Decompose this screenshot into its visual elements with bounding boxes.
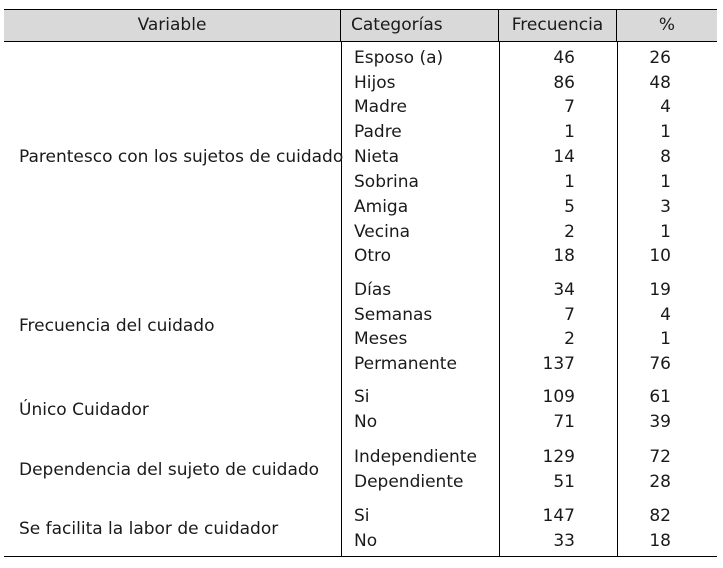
table-row <box>4 145 717 169</box>
table-row <box>4 95 717 119</box>
category-cell: Hijos <box>354 73 396 93</box>
category-cell: Amiga <box>354 197 409 217</box>
category-cell: Esposo (a) <box>354 48 444 68</box>
category-cell: Semanas <box>354 305 433 325</box>
percent-cell: 10 <box>649 246 671 266</box>
percent-cell: 28 <box>649 472 671 492</box>
category-cell: No <box>354 412 378 432</box>
table-row <box>4 170 717 194</box>
table-body <box>4 42 717 557</box>
header-frecuencia: Frecuencia <box>499 10 617 41</box>
table-row <box>4 410 717 434</box>
category-cell: Sobrina <box>354 172 419 192</box>
table-row <box>4 278 717 302</box>
category-cell: Si <box>354 506 370 526</box>
frequency-cell: 137 <box>542 354 575 374</box>
table-row <box>4 470 717 494</box>
category-cell: Permanente <box>354 354 457 374</box>
category-cell: Padre <box>354 122 402 142</box>
data-table <box>4 9 717 557</box>
category-cell: Si <box>354 387 370 407</box>
category-cell: Otro <box>354 246 392 266</box>
variable-label: Parentesco con los sujetos de cuidado <box>19 147 344 167</box>
category-cell: Nieta <box>354 147 399 167</box>
table-row <box>4 385 717 409</box>
frequency-cell: 18 <box>553 246 575 266</box>
percent-cell: 1 <box>660 122 671 142</box>
category-cell: Meses <box>354 329 408 349</box>
header-categorias: Categorías <box>341 10 499 41</box>
variable-label: Dependencia del sujeto de cuidado <box>19 460 320 480</box>
frequency-cell: 109 <box>542 387 575 407</box>
table-row <box>4 303 717 327</box>
frequency-cell: 34 <box>553 280 575 300</box>
percent-cell: 72 <box>649 447 671 467</box>
table-row <box>4 529 717 553</box>
frequency-cell: 147 <box>542 506 575 526</box>
frequency-cell: 129 <box>542 447 575 467</box>
table-row <box>4 327 717 351</box>
table-row <box>4 352 717 376</box>
category-cell: Días <box>354 280 392 300</box>
frequency-cell: 2 <box>564 329 575 349</box>
table-row <box>4 244 717 268</box>
table-row <box>4 120 717 144</box>
frequency-cell: 5 <box>564 197 575 217</box>
percent-cell: 4 <box>660 97 671 117</box>
header-variable: Variable <box>4 10 341 41</box>
frequency-cell: 1 <box>564 122 575 142</box>
category-cell: Vecina <box>354 222 411 242</box>
variable-label: Frecuencia del cuidado <box>19 316 215 336</box>
category-cell: Madre <box>354 97 407 117</box>
table-row <box>4 445 717 469</box>
table-row <box>4 220 717 244</box>
percent-cell: 18 <box>649 531 671 551</box>
frequency-cell: 51 <box>553 472 575 492</box>
variable-label: Único Cuidador <box>19 400 149 420</box>
percent-cell: 48 <box>649 73 671 93</box>
percent-cell: 26 <box>649 48 671 68</box>
table-row <box>4 195 717 219</box>
frequency-cell: 46 <box>553 48 575 68</box>
frequency-cell: 1 <box>564 172 575 192</box>
percent-cell: 3 <box>660 197 671 217</box>
frequency-cell: 71 <box>553 412 575 432</box>
percent-cell: 4 <box>660 305 671 325</box>
category-cell: Independiente <box>354 447 477 467</box>
percent-cell: 61 <box>649 387 671 407</box>
table-row <box>4 504 717 528</box>
percent-cell: 39 <box>649 412 671 432</box>
percent-cell: 1 <box>660 222 671 242</box>
percent-cell: 8 <box>660 147 671 167</box>
frequency-cell: 7 <box>564 97 575 117</box>
table-header <box>4 9 717 42</box>
frequency-cell: 7 <box>564 305 575 325</box>
category-cell: No <box>354 531 378 551</box>
percent-cell: 1 <box>660 172 671 192</box>
frequency-cell: 14 <box>553 147 575 167</box>
percent-cell: 76 <box>649 354 671 374</box>
header-percent: % <box>658 15 676 35</box>
percent-cell: 1 <box>660 329 671 349</box>
table-row <box>4 46 717 70</box>
table-row <box>4 71 717 95</box>
frequency-cell: 86 <box>553 73 575 93</box>
frequency-cell: 33 <box>553 531 575 551</box>
frequency-cell: 2 <box>564 222 575 242</box>
variable-label: Se facilita la labor de cuidador <box>19 519 279 539</box>
percent-cell: 19 <box>649 280 671 300</box>
category-cell: Dependiente <box>354 472 464 492</box>
percent-cell: 82 <box>649 506 671 526</box>
